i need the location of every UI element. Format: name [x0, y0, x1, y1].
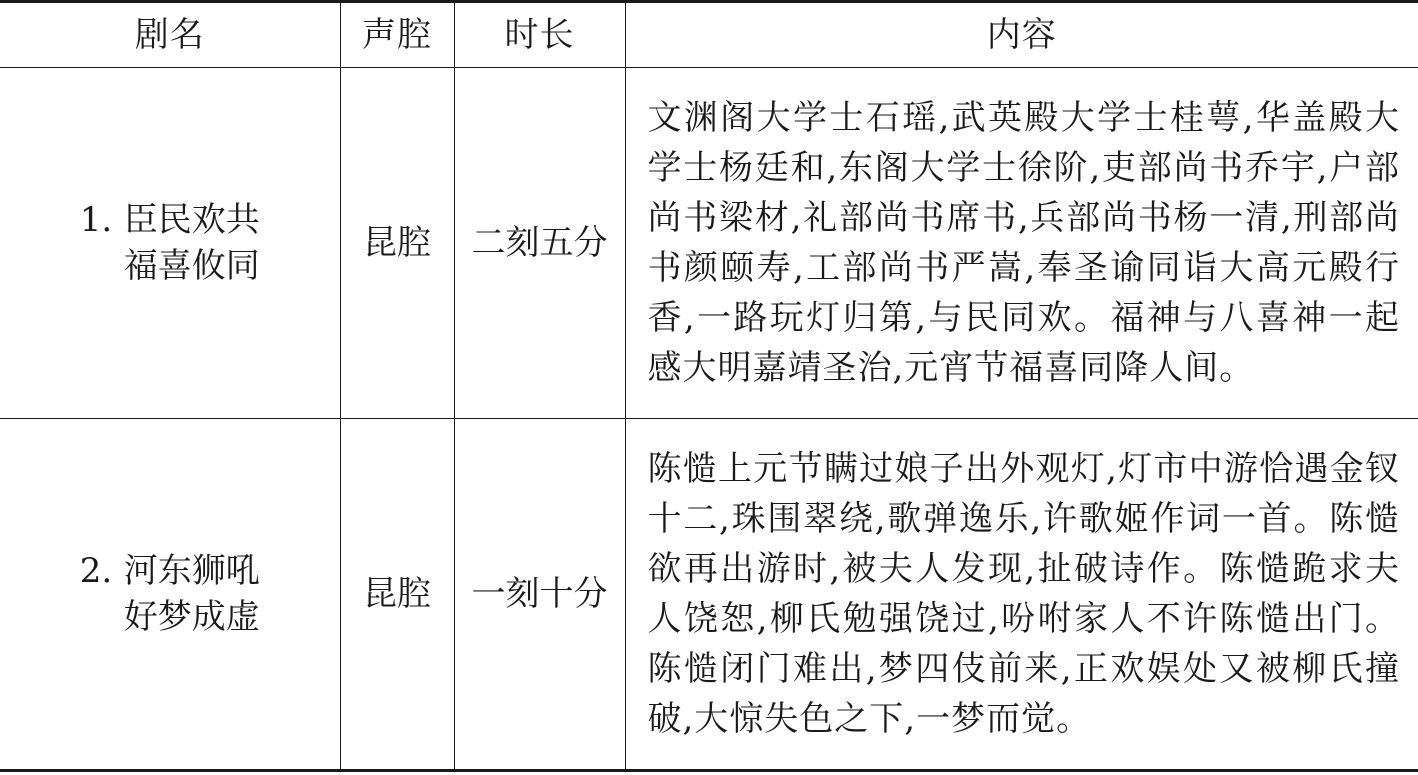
tune-cell: 昆腔: [340, 419, 454, 771]
play-title-line2: 好梦成虚: [123, 597, 260, 637]
play-title-line2: 福喜攸同: [123, 246, 260, 286]
table-row: [0, 419, 1418, 771]
play-title-line1: 臣民欢共: [123, 200, 260, 240]
table-row: [0, 68, 1418, 419]
header-content: 内容: [625, 2, 1418, 68]
duration-cell: 二刻五分: [454, 68, 625, 419]
header-duration: 时长: [454, 2, 625, 68]
header-tune: 声腔: [340, 2, 454, 68]
play-title-line1: 河东狮吼: [123, 551, 260, 591]
content-cell: 文渊阁大学士石瑶,武英殿大学士桂萼,华盖殿大学士杨廷和,东阁大学士徐阶,吏部尚书乔宇,户部尚书梁材,礼部尚书席书,兵部尚书杨一清,刑部尚书颜颐寿,工部尚书严嵩,奉圣谕同诣大高元殿行香,一路玩灯归第,与民同欢。福神与八喜神一起感大明嘉靖圣治,元宵节福喜同降人间。: [625, 68, 1418, 419]
header-title: 剧名: [0, 2, 340, 68]
play-title-cell: [0, 419, 340, 771]
play-number: 1.: [79, 200, 113, 240]
play-number: 2.: [79, 551, 113, 591]
play-title-cell: [0, 68, 340, 419]
tune-cell: 昆腔: [340, 68, 454, 419]
header-row: [0, 2, 1418, 68]
duration-cell: 一刻十分: [454, 419, 625, 771]
play-title: [80, 197, 260, 289]
content-cell: 陈慥上元节瞒过娘子出外观灯,灯市中游恰遇金钗十二,珠围翠绕,歌弹逸乐,许歌姬作词一首。陈慥欲再出游时,被夫人发现,扯破诗作。陈慥跪求夫人饶恕,柳氏勉强饶过,吩咐家人不许陈慥出门。陈慥闭门难出,梦四伎前来,正欢娱处又被柳氏撞破,大惊失色之下,一梦而觉。: [625, 419, 1418, 771]
play-title: [80, 548, 260, 640]
